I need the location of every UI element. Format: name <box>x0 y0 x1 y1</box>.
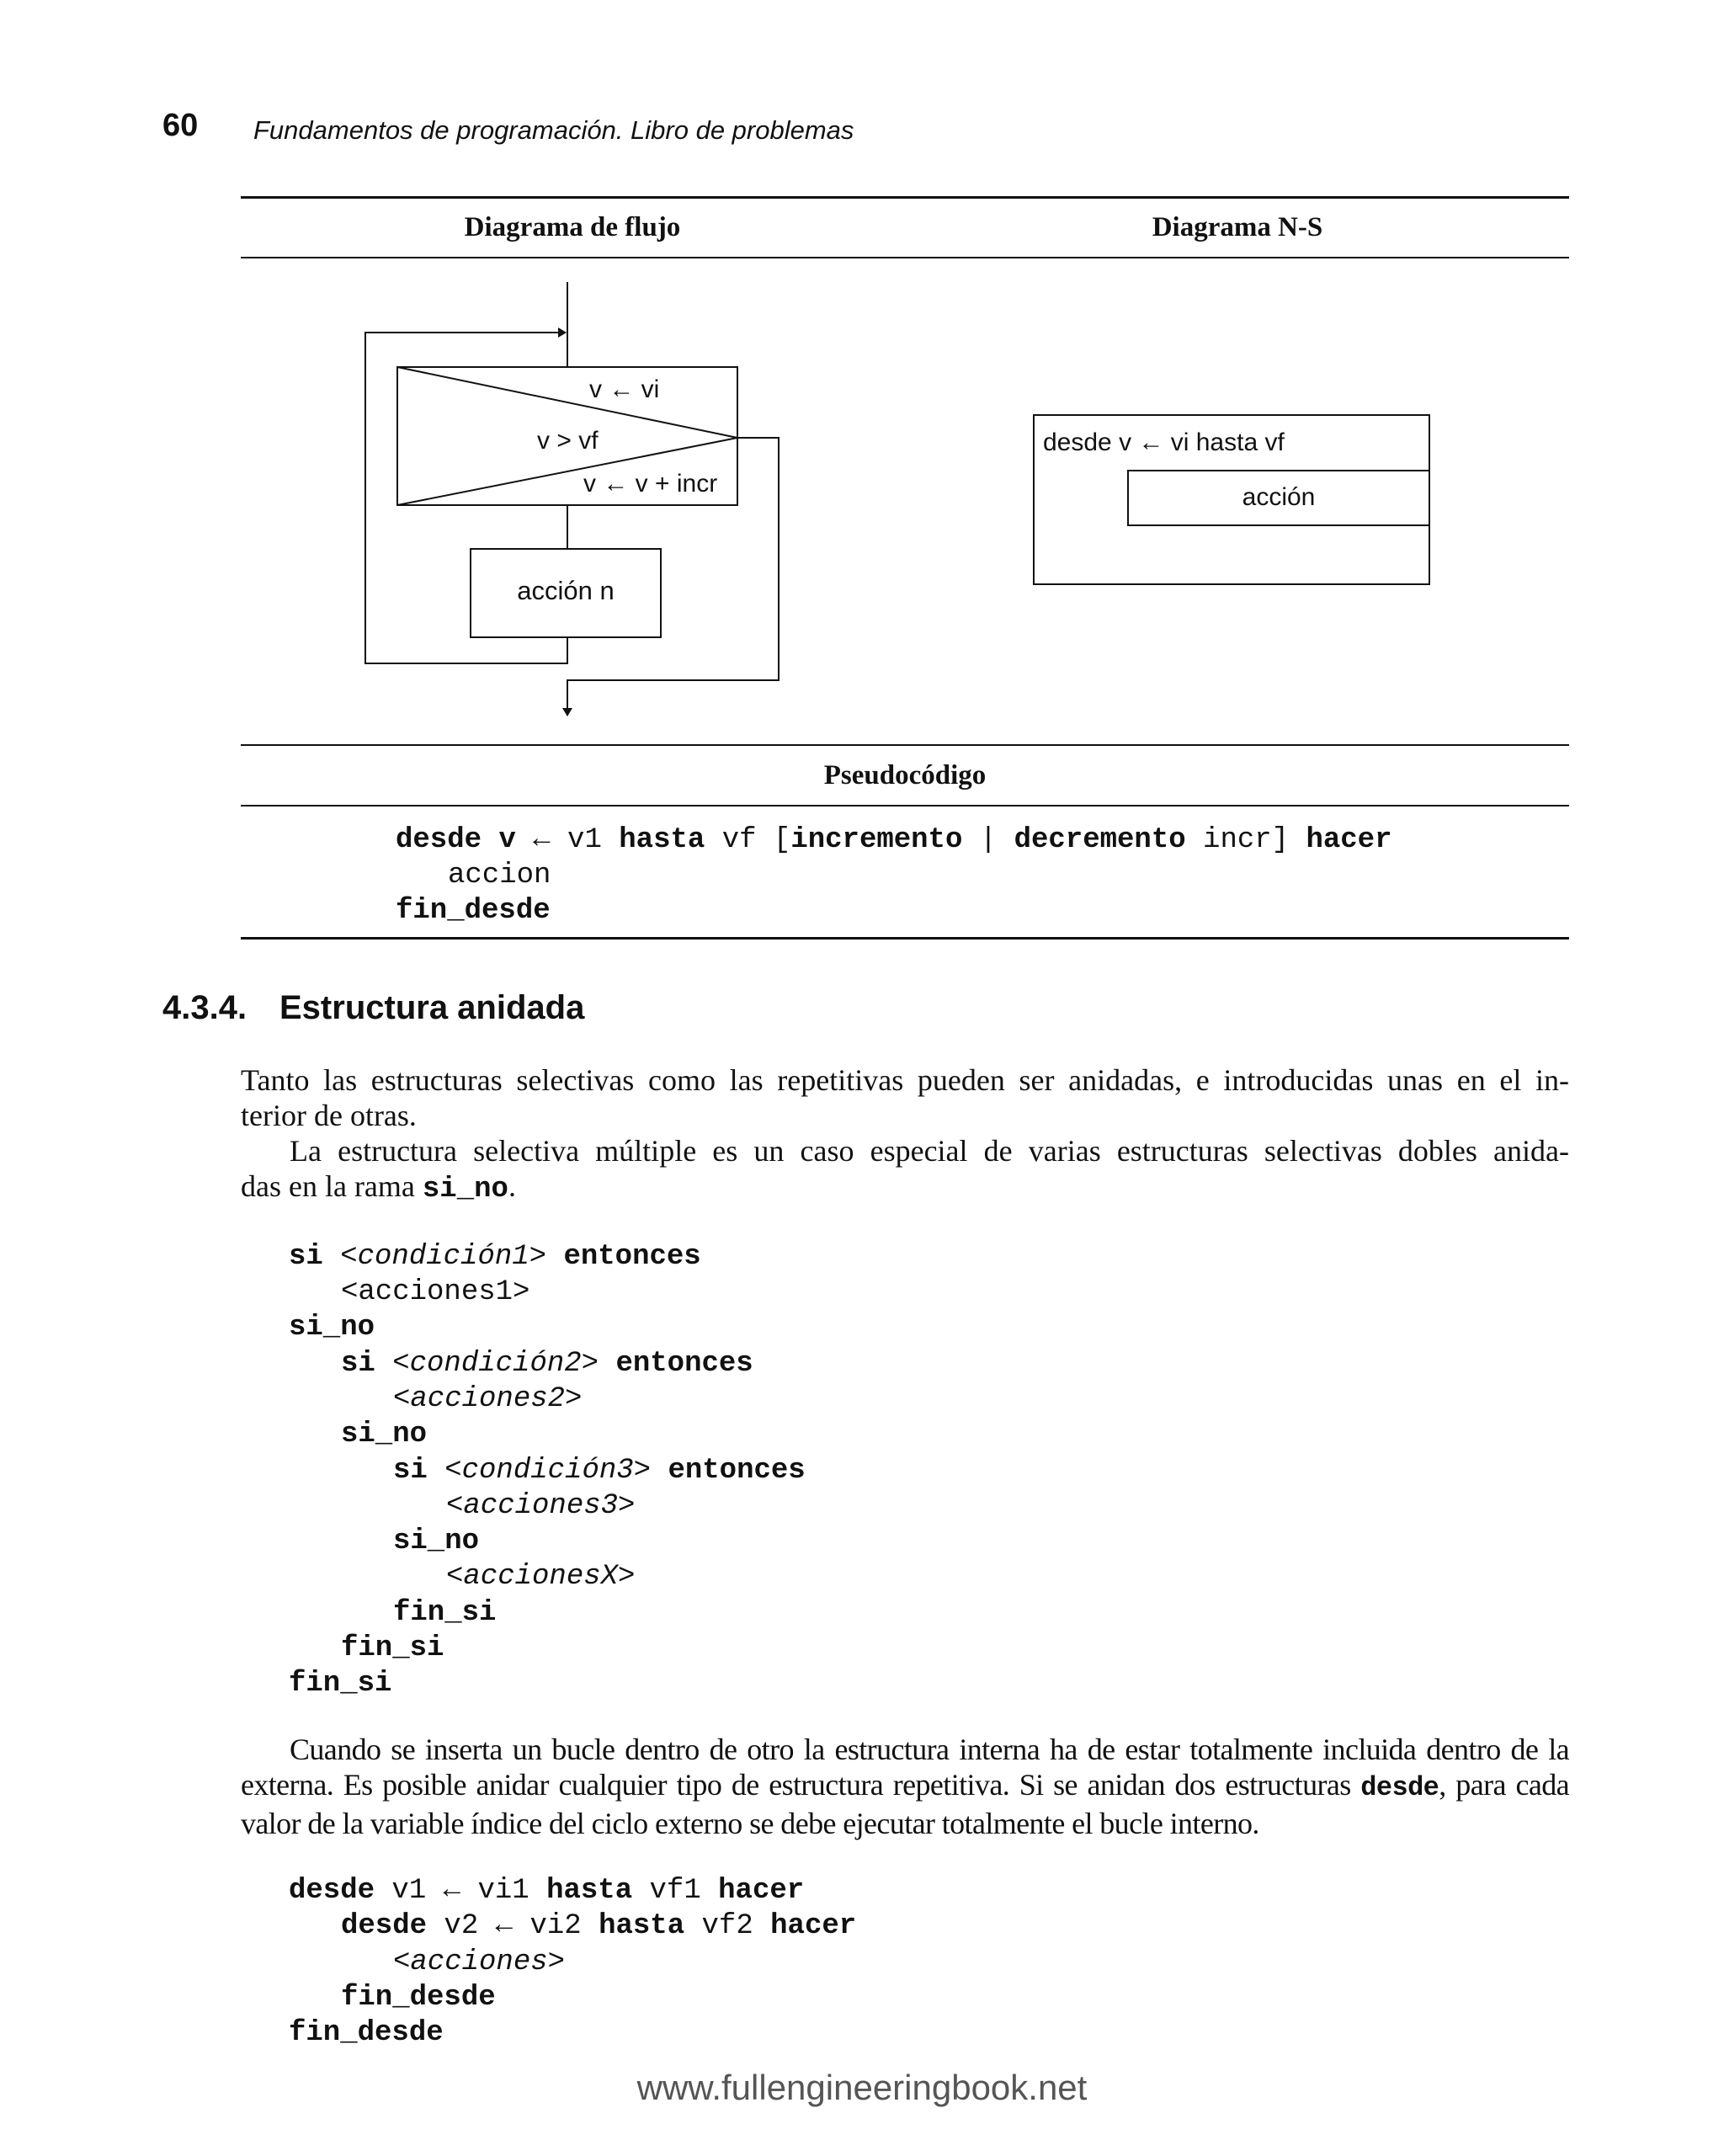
flowchart-diagram <box>0 0 1724 758</box>
paragraph-3-line-3: valor de la variable índice del ciclo externo se debe ejecutar totalmente el bucle interno. <box>241 1807 1259 1840</box>
code2-line-4: fin_desde <box>341 1982 496 2014</box>
section-number: 4.3.4. <box>162 989 247 1026</box>
code1-line-6: si_no <box>341 1419 428 1451</box>
code1-line-13: fin_si <box>289 1668 392 1700</box>
paragraph-1 <box>241 1062 1569 1133</box>
code1-line-10: <accionesX> <box>446 1561 636 1593</box>
pseudo-header: Pseudocódigo <box>823 760 987 791</box>
code1-line-1: si <condición1> entonces <box>289 1241 701 1273</box>
column-header-flowchart: Diagrama de flujo <box>464 212 681 242</box>
code1-line-2: <acciones1> <box>341 1276 530 1308</box>
page-number: 60 <box>162 108 199 143</box>
flow-init-label: v ← vi <box>589 375 660 403</box>
paragraph-3 <box>241 1732 1569 1841</box>
flow-action-label: acción n <box>517 576 615 605</box>
ns-action-label: acción <box>1242 483 1316 511</box>
code1-line-4: si <condición2> entonces <box>341 1348 753 1380</box>
ns-header-label: desde v ← vi hasta vf <box>1043 429 1285 456</box>
code1-line-11: fin_si <box>393 1597 497 1629</box>
paragraph-1-line-2: terior de otras. <box>241 1099 417 1132</box>
code1-line-5: <acciones2> <box>393 1383 583 1415</box>
paragraph-3-line-1: Cuando se inserta un bucle dentro de otro la estructura interna ha de estar totalmente incluida dentro de la <box>290 1733 1569 1766</box>
paragraph-2-line-1: La estructura selectiva múltiple es un caso especial de varias estructuras selectivas dobles anida- <box>290 1134 1569 1168</box>
footer-watermark[interactable]: www.fullengineeringbook.net <box>636 2068 1088 2107</box>
paragraph-2 <box>241 1133 1569 1207</box>
paragraph-1-line-1: Tanto las estructuras selectivas como las repetitivas pueden ser anidadas, e introducidas unas en el in- <box>241 1063 1569 1097</box>
code1-line-7: si <condición3> entonces <box>393 1455 806 1487</box>
section-title: Estructura anidada <box>279 989 585 1026</box>
code1-line-8: <acciones3> <box>446 1490 636 1522</box>
pseudo-top-rule <box>241 744 1569 746</box>
code2-line-5: fin_desde <box>289 2017 444 2049</box>
paragraph-3-line-2: externa. Es posible anidar cualquier tipo de estructura repetitiva. Si se anidan dos estructuras desde, para cada <box>241 1768 1569 1803</box>
pseudo-line-3: fin_desde <box>396 895 551 927</box>
code2-line-3: <acciones> <box>393 1946 566 1978</box>
pseudo-line-1: desde v ← v1 hasta vf [incremento | decremento incr] hacer <box>396 824 1392 856</box>
code2-line-2: desde v2 ← vi2 hasta vf2 hacer <box>341 1910 857 1942</box>
code1-line-9: si_no <box>393 1525 480 1557</box>
pseudo-line-2: accion <box>448 860 551 892</box>
code2-line-1: desde v1 ← vi1 hasta vf1 hacer <box>289 1875 805 1907</box>
running-title: Fundamentos de programación. Libro de problemas <box>253 115 854 145</box>
pseudo-header-rule <box>241 805 1569 807</box>
flow-condition-label: v > vf <box>537 427 599 455</box>
column-header-ns: Diagrama N-S <box>1152 212 1323 242</box>
code1-line-3: si_no <box>289 1312 375 1344</box>
code1-line-12: fin_si <box>341 1632 444 1664</box>
table-bottom-rule <box>241 937 1569 940</box>
paragraph-2-line-2: das en la rama si_no. <box>241 1169 516 1206</box>
flow-increment-label: v ← v + incr <box>583 470 718 498</box>
